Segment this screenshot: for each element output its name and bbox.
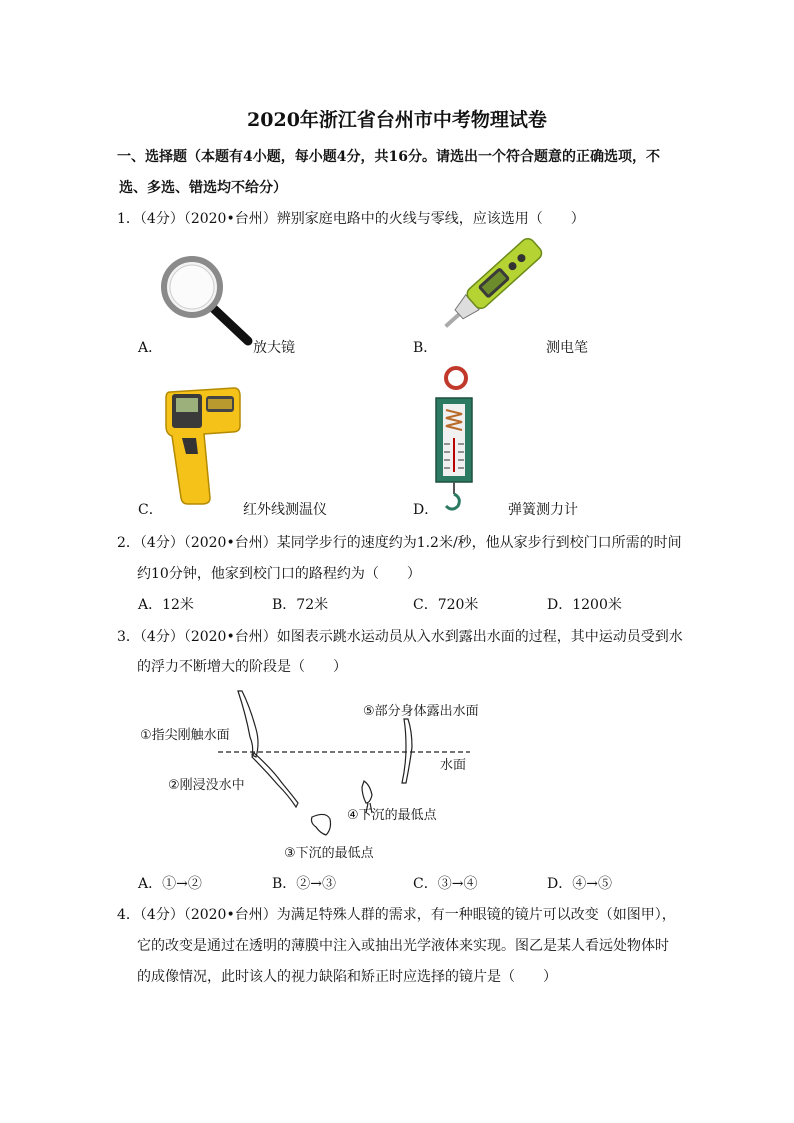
q2-option-d: D．1200米 xyxy=(547,597,622,613)
question-1-stem: 1．（4分）（2020•台州）辨别家庭电路中的火线与零线，应该选用（ ） xyxy=(117,211,585,227)
q2-option-b: B．72米 xyxy=(272,597,329,613)
q1-option-d-letter: D． xyxy=(413,502,439,518)
spring-scale-icon xyxy=(428,366,480,514)
section-heading-line1: 一、选择题（本题有4小题，每小题4分，共16分。请选出一个符合题意的正确选项，不 xyxy=(117,149,660,165)
section-heading-line2: 选、多选、错选均不给分） xyxy=(119,180,287,196)
water-surface-label: 水面 xyxy=(440,758,467,773)
diver-5 xyxy=(402,719,412,783)
diver-1 xyxy=(238,691,258,757)
question-4-line2: 它的改变是通过在透明的薄膜中注入或抽出光学液体来实现。图乙是某人看远处物体时 xyxy=(137,938,669,954)
diver-2 xyxy=(252,753,298,807)
question-3-line1: 3．（4分）（2020•台州）如图表示跳水运动员从入水到露出水面的过程，其中运动员受到水 xyxy=(117,629,683,645)
question-4-line1: 4．（4分）（2020•台州）为满足特殊人群的需求，有一种眼镜的镜片可以改变（如图甲）， xyxy=(117,907,676,923)
test-pen-icon xyxy=(440,238,550,343)
q3-option-a: A．①→② xyxy=(138,876,202,892)
figure-label-1: ①指尖刚触水面 xyxy=(140,728,230,743)
q2-option-c: C．720米 xyxy=(413,597,479,613)
q1-option-b-letter: B． xyxy=(413,340,438,356)
diver-3 xyxy=(312,814,331,835)
figure-label-2: ②刚浸没水中 xyxy=(168,778,245,793)
figure-label-3: ③下沉的最低点 xyxy=(284,846,374,861)
infrared-thermometer-icon xyxy=(162,380,242,508)
q2-option-a: A．12米 xyxy=(138,597,194,613)
q3-option-c: C．③→④ xyxy=(413,876,478,892)
q1-option-c-text: 红外线测温仪 xyxy=(243,502,327,518)
q3-option-b: B．②→③ xyxy=(272,876,337,892)
question-2-line1: 2．（4分）（2020•台州）某同学步行的速度约为1.2米/秒，他从家步行到校门口所需的时间 xyxy=(117,535,682,551)
figure-label-5: ⑤部分身体露出水面 xyxy=(363,704,479,719)
q1-option-a-letter: A． xyxy=(138,340,163,356)
question-4-line3: 的成像情况，此时该人的视力缺陷和矫正时应选择的镜片是（ ） xyxy=(137,969,557,985)
page-title: 2020年浙江省台州市中考物理试卷 xyxy=(247,109,547,131)
magnifying-glass-icon xyxy=(160,255,255,350)
question-3-line2: 的浮力不断增大的阶段是（ ） xyxy=(137,659,347,675)
q1-option-a-text: 放大镜 xyxy=(253,340,295,356)
q1-option-c-letter: C． xyxy=(138,502,163,518)
question-2-line2: 约10分钟，他家到校门口的路程约为（ ） xyxy=(137,566,421,582)
q1-option-d-text: 弹簧测力计 xyxy=(508,502,578,518)
figure-label-4: ④下沉的最低点 xyxy=(347,808,437,823)
q3-option-d: D．④→⑤ xyxy=(547,876,612,892)
q1-option-b-text: 测电笔 xyxy=(546,340,588,356)
